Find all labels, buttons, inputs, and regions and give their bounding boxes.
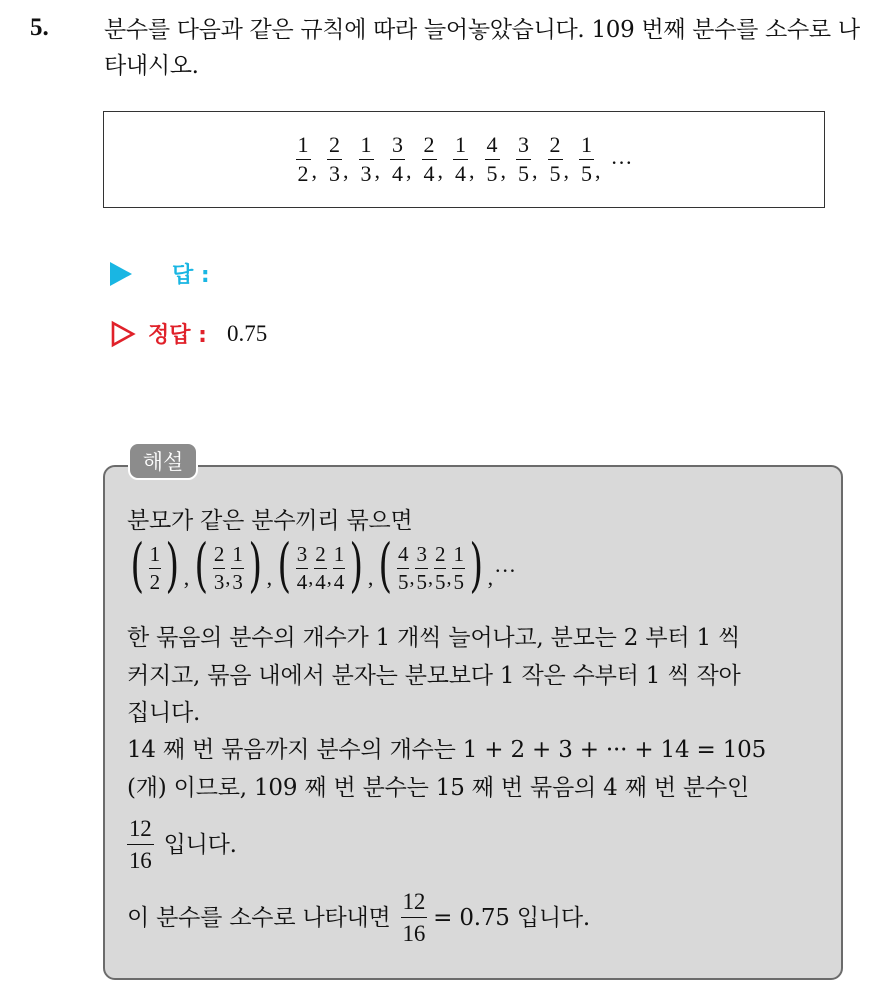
comma: , <box>437 157 443 183</box>
fraction-numerator: 1 <box>232 541 243 566</box>
fraction-1-1 <box>231 541 244 594</box>
result-fraction-numerator: 12 <box>129 816 152 841</box>
fraction-2-2 <box>333 541 346 594</box>
fraction-denominator: 5 <box>416 569 427 594</box>
line-9-prefix: 이 분수를 소수로 나타내면 <box>127 904 391 931</box>
fraction-numerator: 1 <box>453 541 464 566</box>
open-paren: ( <box>277 531 292 599</box>
explanation-line-8 <box>127 817 237 872</box>
fraction-denominator: 3 <box>232 569 243 594</box>
fraction-numerator: 2 <box>423 132 435 157</box>
fraction-numerator: 1 <box>455 132 466 157</box>
fraction-8 <box>548 134 563 185</box>
fraction-2-0 <box>296 541 309 594</box>
comma: , <box>446 566 452 589</box>
close-paren: ) <box>165 531 180 599</box>
grouped-fractions <box>126 531 517 599</box>
comma: , <box>308 566 314 589</box>
explanation-line-1: 분모가 같은 분수끼리 묶으면 <box>127 508 413 534</box>
explanation-line-5: 집니다. <box>127 700 201 726</box>
solution-label: 정답 : <box>148 323 207 348</box>
fraction-denominator: 4 <box>455 161 466 186</box>
comma: , <box>469 157 475 183</box>
fraction-denominator: 4 <box>423 161 435 186</box>
comma: , <box>406 157 412 183</box>
conversion-fraction-numerator: 12 <box>402 889 426 914</box>
comma: , <box>326 566 332 589</box>
fraction-numerator: 2 <box>329 132 340 157</box>
play-triangle-icon <box>110 262 132 286</box>
outline-triangle-icon <box>110 320 136 348</box>
comma: , <box>367 565 374 590</box>
fraction-5 <box>453 134 468 185</box>
fraction-denominator: 5 <box>486 161 498 186</box>
result-fraction-denominator: 16 <box>127 844 154 872</box>
comma: , <box>266 565 273 590</box>
fraction-numerator: 2 <box>315 541 326 566</box>
fraction-sequence <box>296 134 633 185</box>
fraction-3 <box>390 134 405 185</box>
line-9-suffix: = 0.75 입니다. <box>433 904 591 931</box>
fraction-numerator: 1 <box>333 541 345 566</box>
result-fraction <box>127 817 154 872</box>
fraction-numerator: 1 <box>581 132 592 157</box>
fraction-0 <box>296 134 311 185</box>
explanation-line-7: (개) 이므로, 109 째 번 분수는 15 째 번 묶음의 4 째 번 분수인 <box>127 775 750 801</box>
close-paren: ) <box>469 531 484 599</box>
fraction-numerator: 3 <box>518 132 529 157</box>
fraction-7 <box>516 134 531 185</box>
question-number: 5. <box>30 14 49 41</box>
fraction-numerator: 4 <box>486 132 498 157</box>
fraction-denominator: 4 <box>333 569 345 594</box>
fraction-numerator: 3 <box>296 541 308 566</box>
fraction-denominator: 4 <box>392 161 403 186</box>
fraction-2-1 <box>314 541 327 594</box>
fraction-9 <box>579 134 594 185</box>
fraction-denominator: 3 <box>360 161 372 186</box>
fraction-3-1 <box>415 541 428 594</box>
close-paren: ) <box>248 531 263 599</box>
line-8-suffix: 입니다. <box>163 831 237 858</box>
fraction-1-0 <box>213 541 226 594</box>
fraction-numerator: 1 <box>149 541 161 566</box>
fraction-denominator: 3 <box>213 569 225 594</box>
comma: , <box>487 565 494 590</box>
comma: , <box>343 157 349 183</box>
open-paren: ( <box>194 531 209 599</box>
comma: , <box>225 566 231 589</box>
fraction-0-0 <box>149 541 162 594</box>
fraction-denominator: 5 <box>518 161 529 186</box>
fraction-numerator: 3 <box>416 541 427 566</box>
fraction-denominator: 4 <box>315 569 326 594</box>
explanation-line-6: 14 째 번 묶음까지 분수의 개수는 1 + 2 + 3 + ··· + 14 = 105 <box>127 737 767 763</box>
fraction-3-2 <box>434 541 447 594</box>
fraction-denominator: 5 <box>453 569 464 594</box>
question-text: 분수를 다음과 같은 규칙에 따라 늘어놓았습니다. 109 번째 분수를 소수로 나타내시오. <box>104 17 860 79</box>
fraction-denominator: 5 <box>397 569 409 594</box>
conversion-fraction-denominator: 16 <box>401 917 428 945</box>
comma: , <box>183 565 190 590</box>
solution-value: 0.75 <box>226 320 268 346</box>
fraction-numerator: 3 <box>392 132 403 157</box>
conversion-fraction <box>401 890 428 945</box>
comma: , <box>595 157 601 183</box>
fraction-denominator: 5 <box>549 161 561 186</box>
ellipsis: ··· <box>494 558 517 583</box>
explanation-line-4: 커지고, 묶음 내에서 분자는 분모보다 1 작은 수부터 1 씩 작아 <box>127 663 741 689</box>
fraction-4 <box>422 134 437 185</box>
comma: , <box>311 157 317 183</box>
fraction-6 <box>485 134 500 185</box>
fraction-denominator: 2 <box>297 161 309 186</box>
comma: , <box>374 157 380 183</box>
fraction-2 <box>359 134 374 185</box>
solution-row <box>110 318 267 349</box>
fraction-denominator: 3 <box>329 161 340 186</box>
open-paren: ( <box>130 531 145 599</box>
fraction-numerator: 4 <box>397 541 409 566</box>
comma: , <box>532 157 538 183</box>
fraction-numerator: 2 <box>434 541 446 566</box>
comma: , <box>409 566 415 589</box>
fraction-3-3 <box>452 541 465 594</box>
answer-label: 답 : <box>172 263 210 288</box>
fraction-numerator: 2 <box>213 541 225 566</box>
answer-row <box>110 258 210 289</box>
comma: , <box>427 566 433 589</box>
fraction-3-0 <box>397 541 410 594</box>
sequence-box <box>103 111 825 208</box>
ellipsis: ··· <box>610 149 633 175</box>
explanation-line-3: 한 묶음의 분수의 개수가 1 개씩 늘어나고, 분모는 2 부터 1 씩 <box>127 625 741 651</box>
fraction-denominator: 2 <box>149 569 161 594</box>
fraction-numerator: 2 <box>549 132 561 157</box>
fraction-denominator: 5 <box>434 569 446 594</box>
open-paren: ( <box>378 531 393 599</box>
close-paren: ) <box>349 531 364 599</box>
fraction-denominator: 5 <box>581 161 592 186</box>
fraction-numerator: 1 <box>297 132 309 157</box>
comma: , <box>500 157 506 183</box>
explanation-line-9 <box>127 890 590 945</box>
explanation-tag: 해설 <box>128 442 198 480</box>
fraction-denominator: 4 <box>296 569 308 594</box>
comma: , <box>563 157 569 183</box>
fraction-1 <box>327 134 342 185</box>
fraction-numerator: 1 <box>360 132 372 157</box>
